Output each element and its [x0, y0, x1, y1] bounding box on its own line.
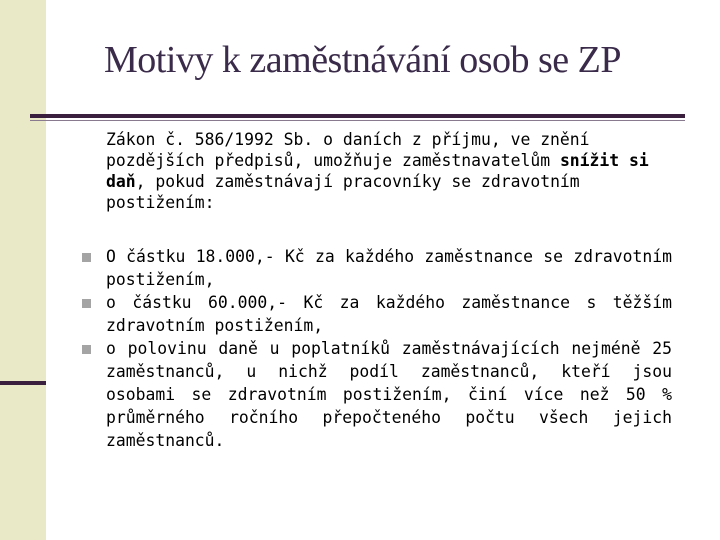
intro-text-start: Zákon č. 586/1992 Sb. o daních z příjmu, ve znění pozdějších předpisů, umožňuje zaměstnavatelům	[106, 130, 590, 170]
intro-paragraph	[106, 129, 676, 213]
left-bar-accent-line	[0, 381, 46, 385]
intro-bold-text: snížit si daň	[106, 151, 649, 191]
bullet-item	[80, 291, 672, 337]
title-underline-thin	[30, 120, 685, 121]
square-bullet-icon	[82, 345, 91, 354]
bullet-text: o částku 60.000,- Kč za každého zaměstnance s těžším zdravotním postižením,	[106, 293, 672, 335]
left-decorative-bar	[0, 0, 46, 540]
bullet-list	[80, 245, 672, 452]
square-bullet-icon	[82, 299, 91, 308]
intro-text-end: , pokud zaměstnávají pracovníky se zdravotním postižením:	[106, 172, 580, 212]
bullet-item	[80, 245, 672, 291]
bullet-item	[80, 337, 672, 452]
square-bullet-icon	[82, 253, 91, 262]
bullet-text: O částku 18.000,- Kč za každého zaměstnance se zdravotním postižením,	[106, 247, 672, 289]
title-underline	[30, 114, 685, 118]
slide-title: Motivy k zaměstnávání osob se ZP	[104, 39, 621, 81]
bullet-text: o polovinu daně u poplatníků zaměstnávajících nejméně 25 zaměstnanců, u nichž podíl zaměstnanců, kteří jsou osobami se zdravotním postižením, činí více než 50 % průměrného ročního přepočteného počtu všech jejich zaměstnanců.	[106, 339, 672, 450]
